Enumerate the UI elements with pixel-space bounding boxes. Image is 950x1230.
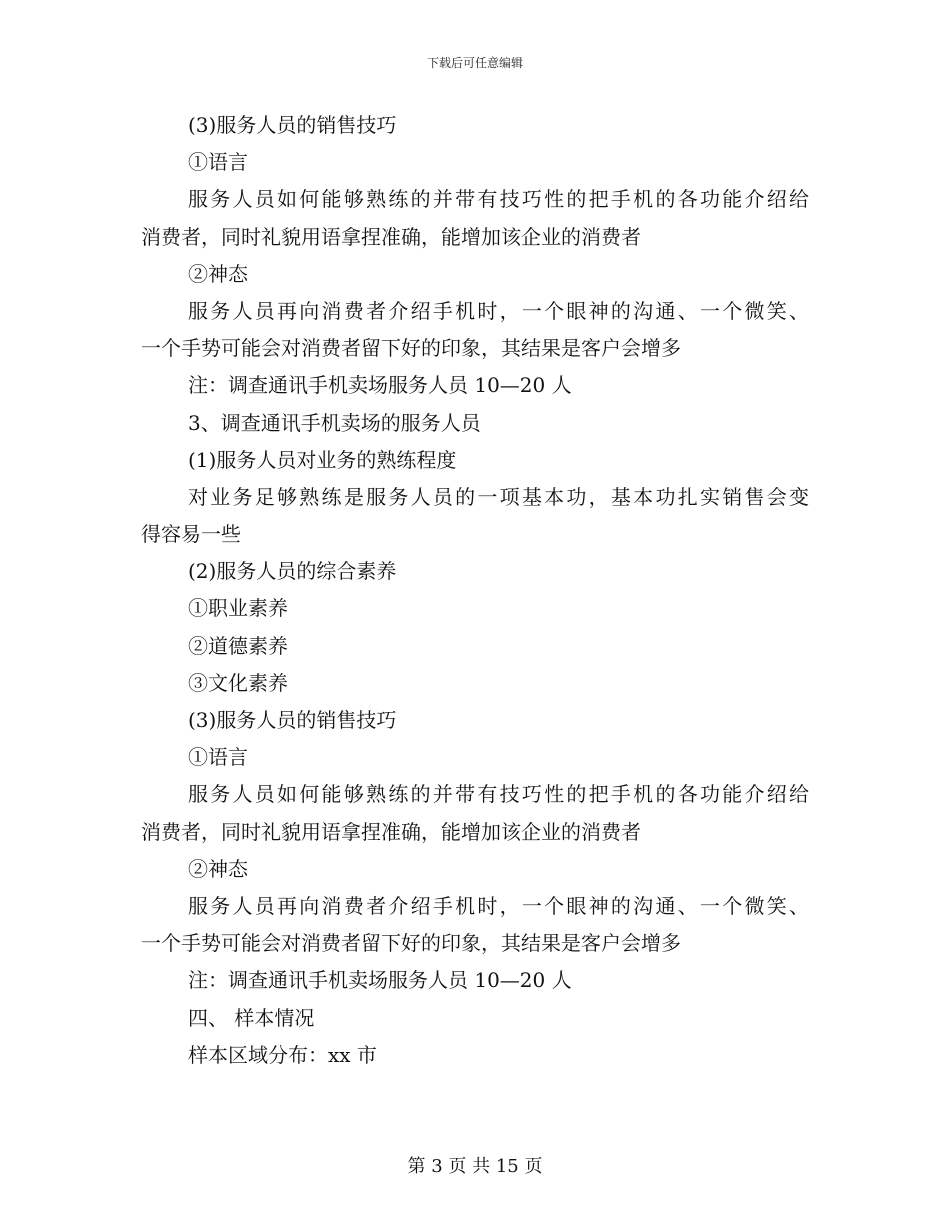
subheading-sales-skills: (3)服务人员的销售技巧 xyxy=(188,708,397,732)
item-professional-quality: ①职业素养 xyxy=(188,596,288,621)
item-language: ①语言 xyxy=(188,150,248,175)
item-language: ①语言 xyxy=(188,745,248,770)
item-cultural-quality: ③文化素养 xyxy=(188,670,288,695)
subheading-proficiency: (1)服务人员对业务的熟练程度 xyxy=(188,447,457,472)
paragraph-line: 服务人员如何能够熟练的并带有技巧性的把手机的各功能介绍给 xyxy=(188,187,809,212)
paragraph-line: 服务人员如何能够熟练的并带有技巧性的把手机的各功能介绍给 xyxy=(188,782,809,807)
paragraph-line: 一个手势可能会对消费者留下好的印象，其结果是客户会增多 xyxy=(141,931,681,956)
item-demeanor: ②神态 xyxy=(188,261,248,286)
item-moral-quality: ②道德素养 xyxy=(188,633,288,658)
paragraph-line: 服务人员再向消费者介绍手机时，一个眼神的沟通、一个微笑、 xyxy=(188,298,809,323)
note-line: 注：调查通讯手机卖场服务人员 10—20 人 xyxy=(188,968,572,993)
page-footer: 第 3 页 共 15 页 xyxy=(407,1156,543,1177)
paragraph-line: 消费者，同时礼貌用语拿捏准确，能增加该企业的消费者 xyxy=(141,224,641,249)
paragraph-line: 消费者，同时礼貌用语拿捏准确，能增加该企业的消费者 xyxy=(141,819,641,844)
paragraph-line: 得容易一些 xyxy=(141,522,241,547)
section-heading: 3、调查通讯手机卖场的服务人员 xyxy=(188,410,481,435)
paragraph-line: 对业务足够熟练是服务人员的一项基本功，基本功扎实销售会变 xyxy=(188,484,809,509)
paragraph-line: 服务人员再向消费者介绍手机时，一个眼神的沟通、一个微笑、 xyxy=(188,893,809,918)
page-header: 下载后可任意编辑 xyxy=(426,56,523,70)
paragraph-line: 一个手势可能会对消费者留下好的印象，其结果是客户会增多 xyxy=(141,336,681,361)
note-line: 注：调查通讯手机卖场服务人员 10—20 人 xyxy=(188,373,572,398)
section-heading: 四、 样本情况 xyxy=(188,1005,315,1030)
item-demeanor: ②神态 xyxy=(188,856,248,881)
document-body xyxy=(141,107,809,1074)
sample-region-line: 样本区域分布：xx 市 xyxy=(188,1042,377,1067)
subheading-sales-skills: (3)服务人员的销售技巧 xyxy=(188,113,397,137)
subheading-overall-quality: (2)服务人员的综合素养 xyxy=(188,559,397,584)
